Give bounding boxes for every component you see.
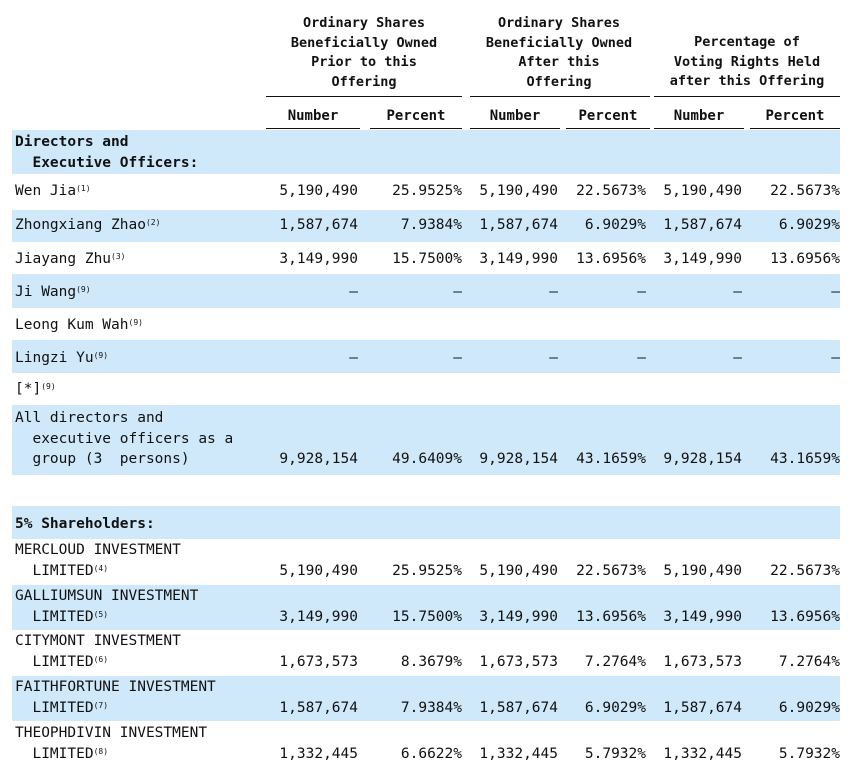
footnote-marker: (7): [93, 700, 109, 710]
table-cell-percent: 7.2764%: [584, 654, 646, 670]
section-holders: 5% Shareholders:: [15, 516, 155, 532]
table-row-name: CITYMONT INVESTMENT LIMITED$^{(6)}$: [15, 633, 181, 670]
table-cell-percent: —: [453, 284, 462, 300]
table-cell-number: 1,332,445: [279, 746, 358, 762]
table-cell-number: —: [349, 350, 358, 366]
sub-rule-6: [750, 128, 840, 129]
table-cell-number: —: [733, 350, 742, 366]
table-cell-number: 5,190,490: [479, 563, 558, 579]
table-cell-percent: 6.9029%: [778, 217, 840, 233]
table-cell-number: 9,928,154: [479, 451, 558, 467]
table-cell-percent: 8.3679%: [400, 654, 462, 670]
table-cell-number: 5,190,490: [479, 183, 558, 199]
table-cell-percent: 7.2764%: [778, 654, 840, 670]
table-cell-number: 1,673,573: [479, 654, 558, 670]
table-cell-number: 1,587,674: [663, 700, 742, 716]
footnote-marker: (5): [93, 609, 109, 619]
table-cell-percent: 6.9029%: [778, 700, 840, 716]
table-cell-percent: 5.7932%: [584, 746, 646, 762]
footnote-marker: (1): [76, 184, 91, 193]
footnote-marker: (3): [111, 252, 126, 261]
table-cell-number: 3,149,990: [479, 609, 558, 625]
table-cell-number: —: [549, 284, 558, 300]
table-row-name: Wen Jia$^{(1)}$: [15, 183, 91, 199]
table-cell-percent: 22.5673%: [770, 563, 840, 579]
table-cell-number: 5,190,490: [279, 563, 358, 579]
table-row-name: Ji Wang$^{(9)}$: [15, 284, 91, 300]
table-row-name: THEOPHDIVIN INVESTMENT LIMITED$^{(8)}$: [15, 725, 208, 762]
table-cell-percent: 13.6956%: [576, 251, 646, 267]
table-row-name: Leong Kum Wah$^{(9)}$: [15, 317, 143, 333]
table-cell-number: 5,190,490: [663, 563, 742, 579]
table-cell-number: —: [733, 284, 742, 300]
section-directors: Directors and Executive Officers:: [15, 134, 199, 171]
table-cell-percent: —: [831, 350, 840, 366]
table-cell-number: 3,149,990: [479, 251, 558, 267]
footnote-marker: (9): [128, 318, 143, 327]
header-rule-after: [470, 96, 650, 97]
header-prior: Ordinary Shares Beneficially Owned Prior to this Offering: [290, 15, 438, 90]
table-cell-number: 9,928,154: [279, 451, 358, 467]
sub-header-percent-2: Percent: [578, 108, 638, 124]
table-cell-percent: —: [831, 284, 840, 300]
table-cell-number: 1,587,674: [663, 217, 742, 233]
table-cell-percent: 25.9525%: [392, 563, 462, 579]
table-row-name: FAITHFORTUNE INVESTMENT LIMITED$^{(7)}$: [15, 679, 216, 716]
footnote-marker: (9): [41, 382, 56, 391]
table-cell-percent: 49.6409%: [392, 451, 462, 467]
table-row-name: MERCLOUD INVESTMENT LIMITED$^{(4)}$: [15, 542, 181, 579]
table-cell-number: 3,149,990: [279, 251, 358, 267]
table-row-name: Lingzi Yu$^{(9)}$: [15, 350, 109, 366]
table-cell-number: 1,673,573: [279, 654, 358, 670]
table-cell-percent: 13.6956%: [770, 251, 840, 267]
table-cell-percent: 7.9384%: [400, 217, 462, 233]
sub-header-number-3: Number: [673, 108, 725, 124]
table-cell-percent: 15.7500%: [392, 251, 462, 267]
table-cell-number: 1,673,573: [663, 654, 742, 670]
table-cell-percent: 22.5673%: [576, 183, 646, 199]
table-cell-number: 3,149,990: [279, 609, 358, 625]
table-cell-number: 3,149,990: [663, 251, 742, 267]
table-row-name: Jiayang Zhu$^{(3)}$: [15, 251, 126, 267]
sub-header-number-1: Number: [287, 108, 339, 124]
footnote-marker: (2): [145, 218, 161, 227]
table-cell-number: —: [549, 350, 558, 366]
table-cell-percent: 43.1659%: [770, 451, 840, 467]
table-row-name: GALLIUMSUN INVESTMENT LIMITED$^{(5)}$: [15, 588, 199, 625]
table-cell-number: 9,928,154: [663, 451, 742, 467]
sub-rule-1: [266, 128, 360, 129]
footnote-marker: (8): [93, 746, 109, 756]
table-cell-percent: 6.9029%: [584, 217, 646, 233]
table-cell-number: 1,587,674: [479, 700, 558, 716]
header-rule-prior: [266, 96, 462, 97]
table-cell-number: 1,332,445: [663, 746, 742, 762]
table-cell-percent: 25.9525%: [392, 183, 462, 199]
table-cell-percent: —: [637, 284, 646, 300]
footnote-marker: (9): [76, 285, 91, 294]
table-cell-percent: 13.6956%: [770, 609, 840, 625]
footnote-marker: (9): [93, 351, 109, 360]
table-cell-number: 1,332,445: [479, 746, 558, 762]
table-cell-percent: 6.6622%: [400, 746, 462, 762]
table-cell-percent: 22.5673%: [770, 183, 840, 199]
table-cell-number: 5,190,490: [279, 183, 358, 199]
sub-header-percent-1: Percent: [386, 108, 446, 124]
table-cell-percent: —: [637, 350, 646, 366]
header-after: Ordinary Shares Beneficially Owned After this Offering: [485, 15, 633, 90]
table-cell-percent: 7.9384%: [400, 700, 462, 716]
header-rule-voting: [654, 96, 840, 97]
table-cell-number: 3,149,990: [663, 609, 742, 625]
table-cell-percent: 13.6956%: [576, 609, 646, 625]
table-cell-percent: —: [453, 350, 462, 366]
sub-rule-4: [566, 128, 650, 129]
table-cell-percent: 6.9029%: [584, 700, 646, 716]
table-row-name: $[*]^{(9)}$: [15, 381, 56, 397]
footnote-marker: (4): [93, 563, 109, 573]
sub-header-percent-3: Percent: [765, 108, 825, 124]
sub-header-number-2: Number: [489, 108, 541, 124]
table-cell-number: 1,587,674: [479, 217, 558, 233]
footnote-marker: (6): [93, 654, 109, 664]
table-cell-percent: 22.5673%: [576, 563, 646, 579]
table-cell-number: 5,190,490: [663, 183, 742, 199]
table-cell-percent: 43.1659%: [576, 451, 646, 467]
table-cell-percent: 15.7500%: [392, 609, 462, 625]
sub-rule-2: [370, 128, 462, 129]
header-voting: Percentage of Voting Rights Held after this Offering: [669, 34, 825, 89]
table-cell-number: 1,587,674: [279, 700, 358, 716]
table-cell-number: 1,587,674: [279, 217, 358, 233]
sub-rule-3: [470, 128, 560, 129]
table-cell-number: —: [349, 284, 358, 300]
table-row-name: Zhongxiang Zhao$^{(2)}$: [15, 217, 161, 233]
table-cell-percent: 5.7932%: [778, 746, 840, 762]
table-row-name: All directors and executive officers as a group (3 persons): [15, 410, 234, 467]
sub-rule-5: [654, 128, 744, 129]
